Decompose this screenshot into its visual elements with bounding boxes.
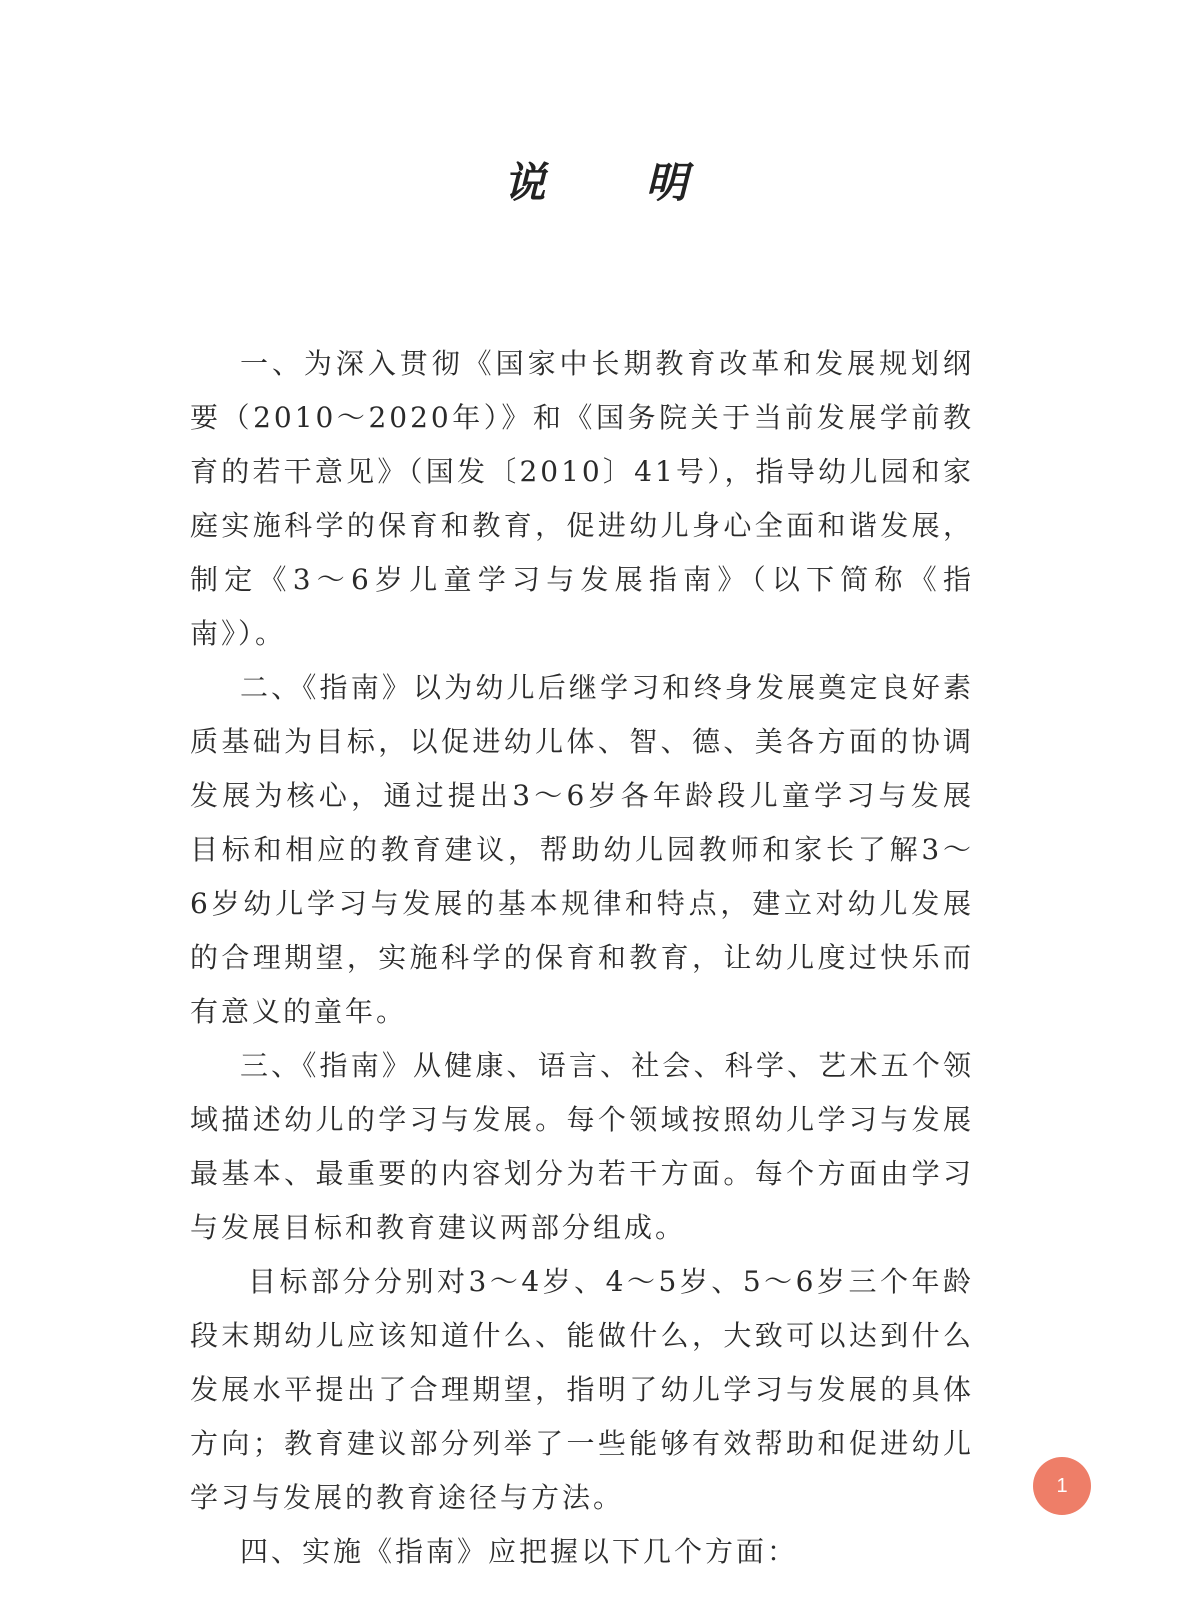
paragraph-4: 目标部分分别对3～4岁、4～5岁、5～6岁三个年龄段末期幼儿应该知道什么、能做什么，大致可以达到什么发展水平提出了合理期望，指明了幼儿学习与发展的具体方向；教育建议部分列举了一些能够有效帮助和促进幼儿学习与发展的教育途径与方法。: [190, 1265, 974, 1514]
paragraph-1: 一、为深入贯彻《国家中长期教育改革和发展规划纲要（2010～2020年）》和《国务院关于当前发展学前教育的若干意见》（国发〔2010〕41号），指导幼儿园和家庭实施科学的保育和教育，促进幼儿身心全面和谐发展，制定《3～6岁儿童学习与发展指南》（以下简称《指南》）。: [190, 347, 974, 650]
paragraph-5: 四、实施《指南》应把握以下几个方面：: [240, 1535, 799, 1568]
page-title: 说明: [503, 158, 788, 207]
paragraph-2: 二、《指南》以为幼儿后继学习和终身发展奠定良好素质基础为目标，以促进幼儿体、智、德、美各方面的协调发展为核心，通过提出3～6岁各年龄段儿童学习与发展目标和相应的教育建议，帮助幼儿园教师和家长了解3～6岁幼儿学习与发展的基本规律和特点，建立对幼儿发展的合理期望，实施科学的保育和教育，让幼儿度过快乐而有意义的童年。: [190, 671, 974, 1028]
body-text: [190, 337, 974, 1579]
paragraph-3: 三、《指南》从健康、语言、社会、科学、艺术五个领域描述幼儿的学习与发展。每个领域按照幼儿学习与发展最基本、最重要的内容划分为若干方面。每个方面由学习与发展目标和教育建议两部分组成。: [190, 1049, 974, 1244]
page-number-badge: 1: [1033, 1457, 1091, 1515]
